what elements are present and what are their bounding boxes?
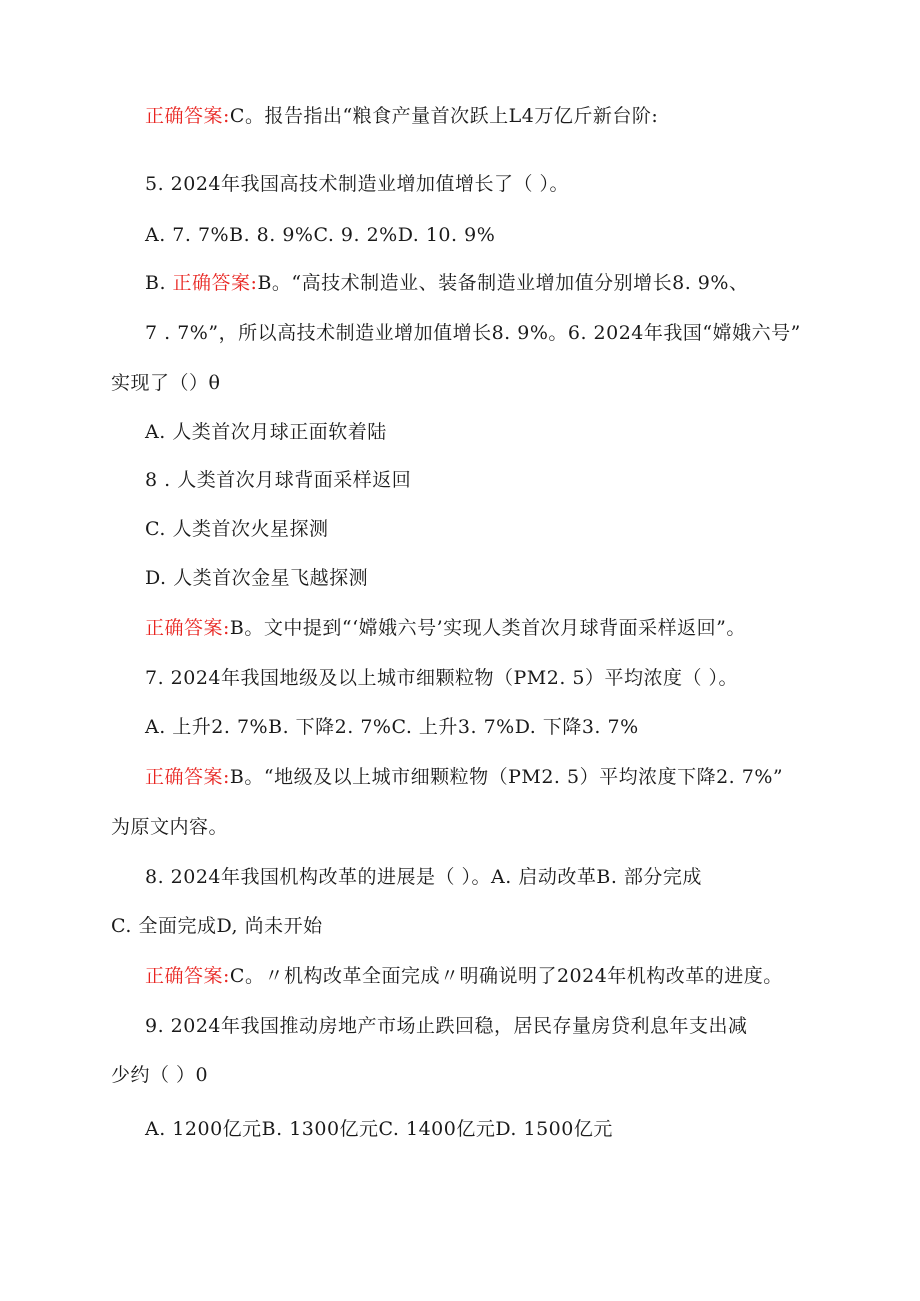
answer-label: 正确答案: — [172, 272, 258, 294]
answer-text: B。“高技术制造业、装备制造业增加值分别增长8. 9%、 — [257, 272, 749, 294]
option-text: C. 人类首次火星探测 — [145, 518, 329, 540]
question-6-continuation — [111, 371, 220, 395]
option-text: D. 人类首次金星飞越探测 — [145, 567, 369, 589]
answer-text: C。〃机构改革全面完成〃明确说明了2024年机构改革的进度。 — [229, 965, 783, 987]
answer-5-continuation — [145, 321, 801, 345]
options-text: A. 1200亿元B. 1300亿元C. 1400亿元D. 1500亿元 — [145, 1118, 613, 1140]
answer-label: 正确答案: — [145, 965, 230, 987]
question-6-option-b — [145, 468, 411, 492]
answer-line-8 — [145, 964, 783, 988]
question-6-option-d — [145, 566, 368, 590]
question-5 — [145, 172, 569, 196]
options-text: C. 全面完成D, 尚未开始 — [111, 915, 323, 937]
paragraph-text: 为原文内容。 — [111, 816, 229, 838]
question-9 — [145, 1014, 748, 1038]
question-text: 7. 2024年我国地级及以上城市细颗粒物（PM2. 5）平均浓度（ ）。 — [145, 667, 739, 689]
answer-7-continuation — [111, 815, 228, 839]
question-text: 少约（ ）0 — [111, 1064, 209, 1086]
options-text: A. 7. 7%B. 8. 9%C. 9. 2%D. 10. 9% — [145, 224, 496, 246]
answer-prefix: B. — [145, 272, 173, 294]
answer-label: 正确答案: — [145, 617, 230, 639]
answer-line-6 — [145, 616, 746, 640]
question-text: 实现了（）θ — [111, 372, 221, 394]
answer-text: B。“地级及以上城市细颗粒物（PM2. 5）平均浓度下降2. 7%” — [229, 766, 784, 788]
question-5-options — [145, 223, 495, 247]
answer-label: 正确答案: — [145, 766, 230, 788]
answer-line-5 — [145, 271, 748, 295]
question-7 — [145, 666, 738, 690]
question-text: 8. 2024年我国机构改革的进展是（ ）。A. 启动改革B. 部分完成 — [145, 866, 702, 888]
question-7-options — [145, 715, 639, 739]
answer-label: 正确答案: — [145, 105, 230, 127]
question-8-continuation — [111, 914, 323, 938]
question-8 — [145, 865, 702, 889]
question-text: 5. 2024年我国高技术制造业增加值增长了（ ）。 — [145, 173, 570, 195]
question-6-option-a — [145, 420, 387, 444]
answer-text: B。文中提到“‘嫦娥六号’实现人类首次月球背面采样返回”。 — [229, 617, 746, 639]
question-6-option-c — [145, 517, 328, 541]
question-9-continuation — [111, 1063, 208, 1087]
options-text: A. 上升2. 7%B. 下降2. 7%C. 上升3. 7%D. 下降3. 7% — [145, 716, 639, 738]
answer-line-7 — [145, 765, 783, 789]
paragraph-text: 7 . 7%”，所以高技术制造业增加值增长8. 9%。6. 2024年我国“嫦娥六号” — [145, 322, 801, 344]
option-text: 8 . 人类首次月球背面采样返回 — [145, 469, 412, 491]
answer-text: C。报告指出“粮食产量首次跃上L4万亿斤新台阶: — [229, 105, 659, 127]
question-9-options — [145, 1117, 613, 1141]
answer-line-4 — [145, 104, 658, 128]
question-text: 9. 2024年我国推动房地产市场止跌回稳，居民存量房贷利息年支出减 — [145, 1015, 748, 1037]
option-text: A. 人类首次月球正面软着陆 — [145, 421, 387, 443]
